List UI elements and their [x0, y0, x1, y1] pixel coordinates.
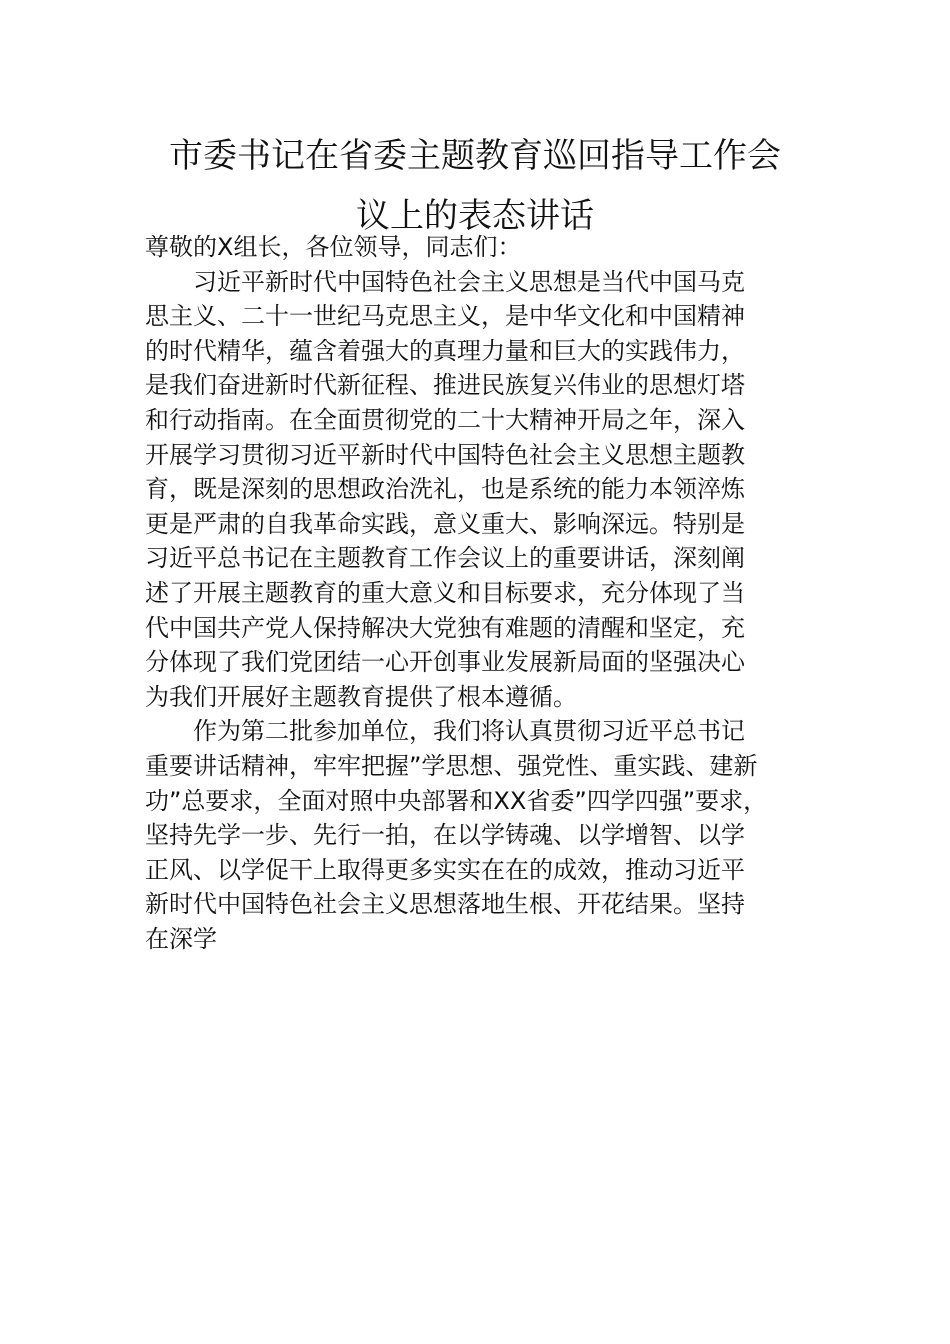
paragraph-line: 是我们奋进新时代新征程、推进民族复兴伟业的思想灯塔: [145, 371, 745, 400]
paragraph-1: [145, 265, 825, 715]
paragraph-line: 习近平总书记在主题教育工作会议上的重要讲话，深刻阐: [145, 544, 745, 573]
paragraph-line: 作为第二批参加单位，我们将认真贯彻习近平总书记: [193, 717, 745, 746]
document-title: [120, 126, 830, 246]
document-body: [145, 230, 825, 956]
paragraph-line: 更是严肃的自我革命实践，意义重大、影响深远。特别是: [145, 509, 745, 538]
paragraph-2: [145, 714, 825, 956]
paragraph-line: 为我们开展好主题教育提供了根本遵循。: [145, 682, 577, 711]
paragraph-line: 习近平新时代中国特色社会主义思想是当代中国马克: [193, 267, 745, 296]
paragraph-line: 重要讲话精神，牢牢把握”学思想、强党性、重实践、建新: [145, 751, 758, 780]
paragraph-line: 和行动指南。在全面贯彻党的二十大精神开局之年，深入: [145, 405, 745, 434]
paragraph-line: 在深学: [145, 924, 217, 953]
paragraph-line: 代中国共产党人保持解决大党独有难题的清醒和坚定，充: [145, 613, 745, 642]
paragraph-line: 开展学习贯彻习近平新时代中国特色社会主义思想主题教: [145, 440, 745, 469]
paragraph-line: 育，既是深刻的思想政治洗礼，也是系统的能力本领淬炼: [145, 475, 745, 504]
paragraph-line: 坚持先学一步、先行一拍，在以学铸魂、以学增智、以学: [145, 821, 745, 850]
paragraph-line: 正风、以学促干上取得更多实实在在的成效，推动习近平: [145, 855, 745, 884]
title-line: 议上的表态讲话: [356, 196, 594, 236]
paragraph-line: 思主义、二十一世纪马克思主义，是中华文化和中国精神: [145, 302, 745, 331]
paragraph-line: 分体现了我们党团结一心开创事业发展新局面的坚强决心: [145, 648, 745, 677]
paragraph-line: 的时代精华，蕴含着强大的真理力量和巨大的实践伟力，: [145, 336, 745, 365]
salutation: 尊敬的X组长，各位领导，同志们：: [145, 233, 522, 261]
paragraph-line: 新时代中国特色社会主义思想落地生根、开花结果。坚持: [145, 890, 745, 919]
title-line: 市委书记在省委主题教育巡回指导工作会: [169, 136, 781, 176]
paragraph-line: 功”总要求，全面对照中央部署和XX省委”四学四强”要求，: [145, 786, 768, 815]
paragraph-line: 述了开展主题教育的重大意义和目标要求，充分体现了当: [145, 578, 745, 607]
